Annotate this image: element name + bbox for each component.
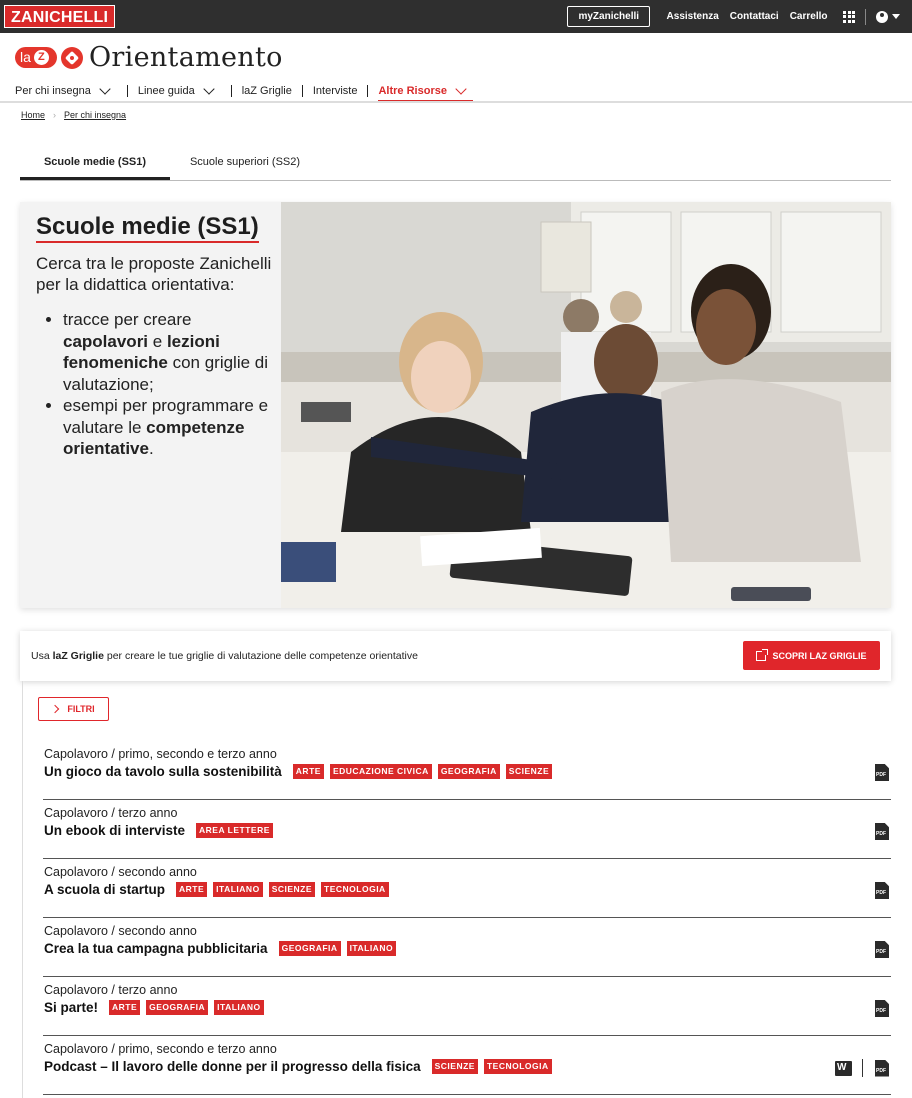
- list-item-title[interactable]: Un ebook di interviste: [44, 823, 186, 838]
- subject-tag: EDUCAZIONE CIVICA: [330, 764, 432, 779]
- hero-bullet: • esempi per programmare e valutare le competenze orientative.: [63, 395, 276, 460]
- scopri-laz-griglie-button[interactable]: [743, 641, 880, 670]
- hero-card: [20, 202, 891, 608]
- brand-title: Orientamento: [89, 42, 283, 73]
- nav-item-interviste[interactable]: [313, 82, 358, 100]
- icon-divider: [862, 1059, 863, 1077]
- hero-bullet: • tracce per creare capolavori e lezioni fenomeniche con griglie di valutazione;: [63, 309, 276, 395]
- nav-divider: [302, 85, 303, 97]
- pdf-download-icon[interactable]: [875, 1060, 889, 1077]
- resources-list: [43, 741, 891, 1095]
- banner-text: Usa laZ Griglie per creare le tue griglie di valutazione delle competenze orientative: [31, 650, 418, 662]
- laz-griglie-banner: [20, 631, 891, 681]
- subject-tag: ITALIANO: [214, 1000, 264, 1015]
- pdf-download-icon[interactable]: [875, 1000, 889, 1017]
- tab-scuole-medie[interactable]: Scuole medie (SS1): [20, 150, 170, 180]
- list-item-meta: Capolavoro / secondo anno: [44, 865, 197, 879]
- nav-item-altre-risorse[interactable]: [378, 82, 472, 100]
- contattaci-link[interactable]: Contattaci: [729, 11, 779, 22]
- top-nav: [567, 6, 900, 27]
- word-download-icon[interactable]: [835, 1061, 852, 1076]
- chevron-right-icon: [51, 705, 59, 713]
- nav-item-label: Interviste: [312, 85, 358, 97]
- nav-divider: [231, 85, 232, 97]
- pdf-download-icon[interactable]: [875, 823, 889, 840]
- chevron-down-icon: [455, 83, 466, 94]
- subject-tag: AREA LETTERE: [196, 823, 273, 838]
- classroom-photo: [281, 202, 891, 608]
- subject-tag: ITALIANO: [213, 882, 263, 897]
- subject-tag: GEOGRAFIA: [279, 941, 341, 956]
- pdf-download-icon[interactable]: [875, 764, 889, 781]
- list-item-meta: Capolavoro / terzo anno: [44, 806, 178, 820]
- list-item-title[interactable]: Crea la tua campagna pubblicitaria: [44, 941, 268, 956]
- download-icons: [875, 1000, 889, 1017]
- orientamento-brand[interactable]: [15, 42, 283, 73]
- breadcrumb-separator: ›: [53, 110, 57, 120]
- list-item-title-line: [44, 941, 396, 956]
- subject-tag: SCIENZE: [432, 1059, 478, 1074]
- user-account-icon[interactable]: [876, 11, 888, 23]
- list-item[interactable]: [43, 1036, 891, 1095]
- external-link-icon: [756, 651, 766, 661]
- list-item-title-line: [44, 1000, 264, 1015]
- myzanichelli-button[interactable]: myZanichelli: [567, 6, 650, 27]
- chevron-down-icon: [203, 83, 214, 94]
- subject-tag: SCIENZE: [506, 764, 552, 779]
- list-item-title[interactable]: Si parte!: [44, 1000, 99, 1015]
- top-nav-divider: [865, 9, 866, 25]
- tab-scuole-superiori[interactable]: Scuole superiori (SS2): [189, 156, 301, 168]
- subject-tag: TECNOLOGIA: [484, 1059, 552, 1074]
- main-nav: [15, 82, 473, 100]
- list-item-title-line: [44, 764, 552, 779]
- nav-divider-line: [0, 101, 912, 103]
- nav-item-label: Altre Risorse: [378, 85, 447, 97]
- list-item-title-line: [44, 1059, 552, 1074]
- download-icons: [875, 941, 889, 958]
- download-icons: [875, 823, 889, 840]
- filters-label: FILTRI: [67, 704, 95, 714]
- content-left-border: [22, 681, 23, 1098]
- chevron-down-icon: [99, 83, 110, 94]
- nav-item-laz-griglie[interactable]: [242, 82, 292, 100]
- list-item-meta: Capolavoro / secondo anno: [44, 924, 197, 938]
- list-item-title[interactable]: A scuola di startup: [44, 882, 166, 897]
- nav-item-label: Per chi insegna: [15, 85, 91, 97]
- laz-logo-text: la: [20, 49, 31, 65]
- assistenza-link[interactable]: Assistenza: [666, 11, 719, 22]
- hero-bullet-list: [36, 309, 276, 460]
- subject-tag: ARTE: [109, 1000, 140, 1015]
- subject-tag: TECNOLOGIA: [321, 882, 389, 897]
- hero-intro: Cerca tra le proposte Zanichelli per la didattica orientativa:: [36, 254, 272, 294]
- school-tabs: [20, 150, 891, 181]
- list-item[interactable]: [43, 800, 891, 859]
- subject-tag: ITALIANO: [347, 941, 397, 956]
- filters-button[interactable]: [38, 697, 109, 721]
- list-item[interactable]: [43, 977, 891, 1036]
- zanichelli-logo[interactable]: ZANICHELLI: [4, 5, 115, 28]
- scopri-button-label: SCOPRI LAZ GRIGLIE: [772, 650, 867, 661]
- subject-tag: SCIENZE: [269, 882, 315, 897]
- breadcrumb-home[interactable]: Home: [21, 110, 46, 120]
- laz-logo: [15, 47, 57, 68]
- apps-grid-icon[interactable]: [843, 11, 855, 23]
- nav-item-label: laZ Griglie: [241, 85, 292, 97]
- nav-item-linee-guida[interactable]: [138, 82, 221, 100]
- hero-text: [36, 212, 276, 460]
- nav-divider: [127, 85, 128, 97]
- top-bar: [0, 0, 912, 33]
- pdf-download-icon[interactable]: [875, 882, 889, 899]
- list-item-title[interactable]: Podcast – Il lavoro delle donne per il progresso della fisica: [44, 1059, 421, 1074]
- list-item[interactable]: [43, 918, 891, 977]
- nav-item-per-chi-insegna[interactable]: [15, 82, 117, 100]
- list-item-meta: Capolavoro / primo, secondo e terzo anno: [44, 1042, 277, 1056]
- download-icons: [835, 1059, 889, 1077]
- breadcrumb: [21, 110, 126, 120]
- list-item-meta: Capolavoro / primo, secondo e terzo anno: [44, 747, 277, 761]
- laz-logo-z: Z: [34, 50, 49, 65]
- subject-tag: ARTE: [176, 882, 207, 897]
- compass-icon: [61, 47, 83, 69]
- carrello-link[interactable]: Carrello: [789, 11, 828, 22]
- hero-title: Scuole medie (SS1): [36, 212, 259, 243]
- subject-tag: ARTE: [293, 764, 324, 779]
- pdf-download-icon[interactable]: [875, 941, 889, 958]
- caret-down-icon[interactable]: [892, 14, 900, 19]
- breadcrumb-per-chi-insegna[interactable]: Per chi insegna: [64, 110, 127, 120]
- subject-tag: GEOGRAFIA: [438, 764, 500, 779]
- list-item[interactable]: [43, 741, 891, 800]
- download-icons: [875, 882, 889, 899]
- subject-tag: GEOGRAFIA: [146, 1000, 208, 1015]
- nav-divider: [367, 85, 368, 97]
- nav-item-label: Linee guida: [137, 85, 195, 97]
- list-item-meta: Capolavoro / terzo anno: [44, 983, 178, 997]
- list-item-title-line: [44, 823, 273, 838]
- download-icons: [875, 764, 889, 781]
- list-item[interactable]: [43, 859, 891, 918]
- list-item-title-line: [44, 882, 389, 897]
- list-item-title[interactable]: Un gioco da tavolo sulla sostenibilità: [44, 764, 282, 779]
